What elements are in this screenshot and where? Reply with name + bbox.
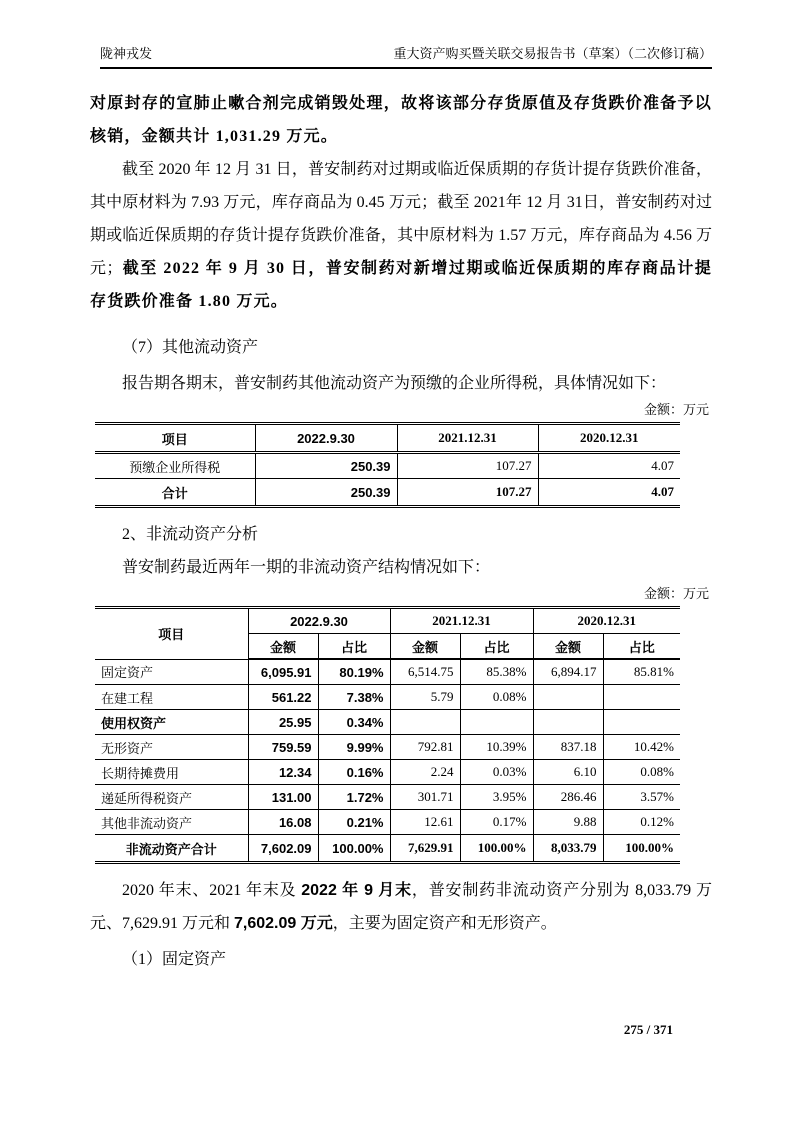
cell: 6,514.75 bbox=[390, 659, 460, 685]
table-row bbox=[95, 710, 680, 735]
paragraph-provisions-normal: 截至 2020 年 12 月 31 日，普安制药对过期或临近保质期的存货计提存货跌价准备，其中原材料为 7.93 万元，库存商品为 0.45 万元；截至 2021年 12 月 31日，普安制药对过期或临近保质期的存货计提存货跌价准备，其中原材料为 1.57 万元，库存商品为 4.56 万元； bbox=[90, 161, 712, 277]
subheader-percent: 占比 bbox=[603, 634, 680, 660]
cell: 3.57% bbox=[603, 785, 680, 810]
table-header-row bbox=[95, 608, 680, 634]
header-document-title: 重大资产购买暨关联交易报告书（草案）（二次修订稿） bbox=[393, 46, 712, 61]
cell: 85.81% bbox=[603, 659, 680, 685]
summary-seg: 2020 年末、2021 年末及 bbox=[122, 882, 302, 899]
cell: 0.16% bbox=[318, 760, 390, 785]
page-content bbox=[90, 87, 712, 976]
cell: 10.42% bbox=[603, 735, 680, 760]
cell: 2.24 bbox=[390, 760, 460, 785]
cell: 837.18 bbox=[533, 735, 603, 760]
cell: 250.39 bbox=[255, 479, 397, 507]
cell: 8,033.79 bbox=[533, 835, 603, 863]
cell: 0.21% bbox=[318, 810, 390, 835]
cell: 0.12% bbox=[603, 810, 680, 835]
summary-seg: ，主要为固定资产和无形资产。 bbox=[332, 915, 557, 932]
column-header-2020: 2020.12.31 bbox=[538, 424, 680, 453]
row-label: 无形资产 bbox=[95, 735, 248, 760]
cell bbox=[603, 710, 680, 735]
cell: 6,894.17 bbox=[533, 659, 603, 685]
cell: 107.27 bbox=[397, 479, 538, 507]
cell bbox=[533, 710, 603, 735]
table-row bbox=[95, 685, 680, 710]
paragraph-noncurrent-summary bbox=[90, 874, 712, 940]
cell: 131.00 bbox=[248, 785, 318, 810]
cell: 7,629.91 bbox=[390, 835, 460, 863]
cell: 100.00% bbox=[318, 835, 390, 863]
paragraph-other-current-assets-intro: 报告期各期末，普安制药其他流动资产为预缴的企业所得税，具体情况如下： bbox=[122, 375, 667, 392]
summary-seg-bold: 7,602.09 万元 bbox=[234, 915, 333, 932]
row-label: 在建工程 bbox=[95, 685, 248, 710]
row-label: 递延所得税资产 bbox=[95, 785, 248, 810]
paragraph-provisions-bold: 截至 2022 年 9 月 30 日，普安制药对新增过期或临近保质期的库存商品计提存货跌价准备 1.80 万元。 bbox=[90, 260, 712, 310]
column-header-2021: 2021.12.31 bbox=[397, 424, 538, 453]
noncurrent-assets-table bbox=[95, 606, 680, 864]
cell: 9.88 bbox=[533, 810, 603, 835]
summary-seg-bold: 2022 年 9 月末 bbox=[301, 882, 412, 899]
row-label: 其他非流动资产 bbox=[95, 810, 248, 835]
subheader-amount: 金额 bbox=[533, 634, 603, 660]
cell: 0.03% bbox=[460, 760, 533, 785]
cell: 7,602.09 bbox=[248, 835, 318, 863]
cell: 107.27 bbox=[397, 453, 538, 479]
column-header-item: 项目 bbox=[95, 608, 248, 660]
paragraph-provisions bbox=[90, 153, 712, 318]
cell: 12.34 bbox=[248, 760, 318, 785]
cell: 16.08 bbox=[248, 810, 318, 835]
page-number: 275 / 371 bbox=[623, 1022, 673, 1037]
heading-fixed-assets: （1）固定资产 bbox=[122, 951, 227, 968]
cell: 759.59 bbox=[248, 735, 318, 760]
cell: 4.07 bbox=[538, 453, 680, 479]
row-label: 非流动资产合计 bbox=[95, 835, 248, 863]
subheader-percent: 占比 bbox=[318, 634, 390, 660]
table-row bbox=[95, 785, 680, 810]
paragraph-writeoff: 对原封存的宣肺止嗽合剂完成销毁处理，故将该部分存货原值及存货跌价准备予以核销，金额共计 1,031.29 万元。 bbox=[90, 95, 712, 145]
cell: 12.61 bbox=[390, 810, 460, 835]
cell: 0.08% bbox=[460, 685, 533, 710]
paragraph-noncurrent-intro: 普安制药最近两年一期的非流动资产结构情况如下： bbox=[122, 559, 491, 576]
cell: 4.07 bbox=[538, 479, 680, 507]
heading-other-current-assets: （7）其他流动资产 bbox=[122, 339, 259, 356]
table-row bbox=[95, 659, 680, 685]
subheader-amount: 金额 bbox=[248, 634, 318, 660]
cell: 7.38% bbox=[318, 685, 390, 710]
cell: 0.17% bbox=[460, 810, 533, 835]
table-row bbox=[95, 810, 680, 835]
header-company-name: 陇神戎发 bbox=[100, 46, 153, 61]
other-current-assets-table bbox=[95, 422, 680, 508]
heading-noncurrent-assets: 2、非流动资产分析 bbox=[122, 526, 259, 543]
cell: 0.08% bbox=[603, 760, 680, 785]
table-header-row bbox=[95, 424, 680, 453]
cell: 9.99% bbox=[318, 735, 390, 760]
cell: 286.46 bbox=[533, 785, 603, 810]
cell bbox=[533, 685, 603, 710]
table-row bbox=[95, 760, 680, 785]
cell: 100.00% bbox=[603, 835, 680, 863]
table-row bbox=[95, 453, 680, 479]
cell: 100.00% bbox=[460, 835, 533, 863]
column-header-item: 项目 bbox=[95, 424, 255, 453]
column-header-2022: 2022.9.30 bbox=[255, 424, 397, 453]
row-label: 固定资产 bbox=[95, 659, 248, 685]
cell: 3.95% bbox=[460, 785, 533, 810]
cell: 6,095.91 bbox=[248, 659, 318, 685]
table2-unit-label: 金额：万元 bbox=[643, 586, 709, 601]
column-header-2021: 2021.12.31 bbox=[390, 608, 533, 634]
cell: 25.95 bbox=[248, 710, 318, 735]
cell: 1.72% bbox=[318, 785, 390, 810]
row-label: 使用权资产 bbox=[95, 710, 248, 735]
table-total-row bbox=[95, 835, 680, 863]
cell: 6.10 bbox=[533, 760, 603, 785]
table-total-row bbox=[95, 479, 680, 507]
cell: 80.19% bbox=[318, 659, 390, 685]
subheader-amount: 金额 bbox=[390, 634, 460, 660]
row-label: 长期待摊费用 bbox=[95, 760, 248, 785]
cell: 10.39% bbox=[460, 735, 533, 760]
row-label: 合计 bbox=[95, 479, 255, 507]
cell: 0.34% bbox=[318, 710, 390, 735]
cell: 85.38% bbox=[460, 659, 533, 685]
summary-seg: ，普安制药非流动资产分别为 8,033.79 万元、7,629.91 万元和 bbox=[90, 882, 712, 932]
cell bbox=[460, 710, 533, 735]
row-label: 预缴企业所得税 bbox=[95, 453, 255, 479]
subheader-percent: 占比 bbox=[460, 634, 533, 660]
table-row bbox=[95, 735, 680, 760]
cell bbox=[603, 685, 680, 710]
cell: 561.22 bbox=[248, 685, 318, 710]
cell: 792.81 bbox=[390, 735, 460, 760]
cell: 250.39 bbox=[255, 453, 397, 479]
cell: 301.71 bbox=[390, 785, 460, 810]
running-header bbox=[100, 46, 712, 69]
column-header-2022: 2022.9.30 bbox=[248, 608, 390, 634]
column-header-2020: 2020.12.31 bbox=[533, 608, 680, 634]
cell bbox=[390, 710, 460, 735]
cell: 5.79 bbox=[390, 685, 460, 710]
table1-unit-label: 金额：万元 bbox=[643, 402, 709, 417]
